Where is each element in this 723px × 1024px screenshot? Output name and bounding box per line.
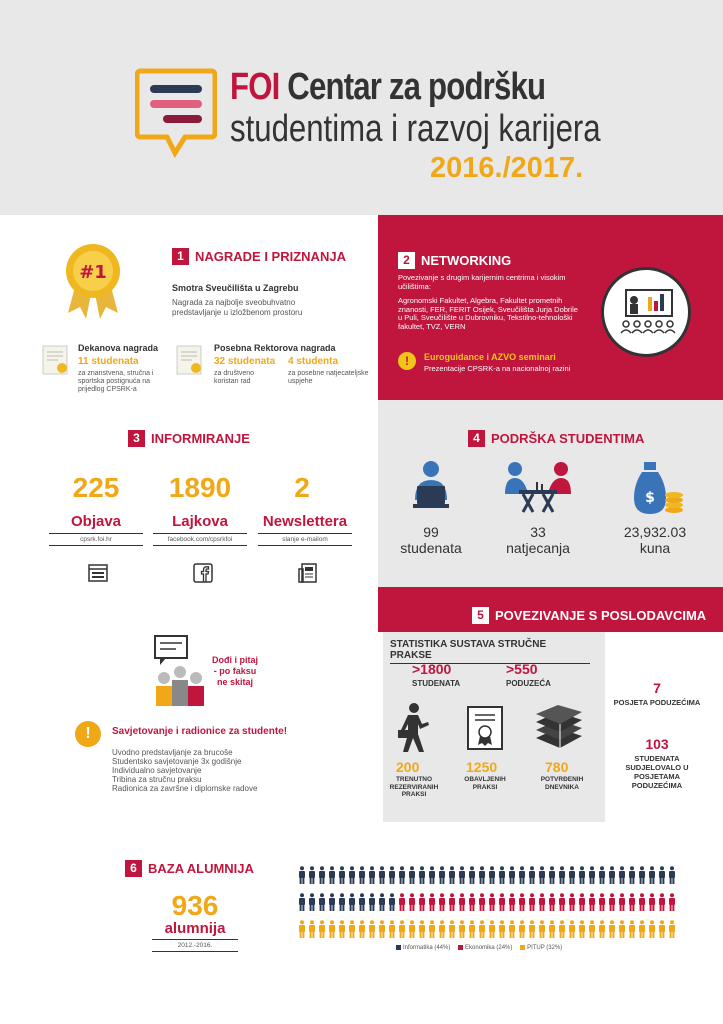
person-icon	[348, 920, 356, 938]
person-icon	[548, 920, 556, 938]
person-icon	[448, 893, 456, 911]
person-icon	[298, 866, 306, 884]
person-icon	[618, 866, 626, 884]
person-icon	[598, 893, 606, 911]
counseling-title: Savjetovanje i radionice za studente!	[112, 726, 288, 737]
person-icon	[298, 920, 306, 938]
stat-companies-value: >550	[506, 661, 538, 677]
person-icon	[518, 920, 526, 938]
person-icon	[348, 866, 356, 884]
alumni-period: 2012.-2016.	[152, 939, 238, 952]
person-icon	[358, 920, 366, 938]
visits-value: 7	[653, 680, 661, 696]
person-icon	[578, 893, 586, 911]
dekan-award-title: Dekanova nagrada	[78, 343, 159, 353]
warning-icon: !	[75, 721, 101, 747]
person-icon	[328, 893, 336, 911]
person-icon	[548, 893, 556, 911]
euroguidance-description: Prezentacije CPSRK-a na nacionalnoj razini	[424, 364, 571, 373]
person-icon	[438, 920, 446, 938]
counseling-slogan: Dođi i pitaj - po faksu ne skitaj	[212, 655, 258, 687]
person-icon	[328, 866, 336, 884]
person-icon	[638, 866, 646, 884]
person-icon	[498, 893, 506, 911]
people-row	[298, 866, 638, 884]
reserved-label: TRENUTNO REZERVIRANIH PRAKSI	[389, 776, 439, 798]
person-icon	[668, 920, 676, 938]
person-icon	[308, 893, 316, 911]
legend-swatch-informatika	[396, 945, 401, 950]
diaries-value: 780	[545, 759, 569, 775]
legend-swatch-pitup	[520, 945, 525, 950]
person-icon	[508, 920, 516, 938]
person-icon	[508, 893, 516, 911]
person-icon	[628, 920, 636, 938]
person-icon	[658, 893, 666, 911]
person-icon	[438, 893, 446, 911]
person-icon	[668, 866, 676, 884]
person-icon	[468, 920, 476, 938]
medal-icon	[62, 243, 124, 319]
person-icon	[668, 893, 676, 911]
lajkova-value: 1890	[168, 472, 232, 503]
section-3-title: 3 INFORMIRANJE	[128, 430, 250, 447]
rektor-award-description-2: za posebne natjecateljske uspjehe	[288, 370, 369, 385]
person-icon	[328, 920, 336, 938]
certificate-icon	[176, 345, 204, 377]
person-icon	[428, 920, 436, 938]
person-icon	[558, 920, 566, 938]
alumni-value: 936	[171, 890, 219, 921]
person-icon	[478, 920, 486, 938]
objava-source: cpsrk.foi.hr	[49, 533, 143, 546]
person-icon	[548, 866, 556, 884]
person-icon	[598, 866, 606, 884]
stat-companies-label: PODUZEĆA	[506, 679, 551, 688]
person-icon	[478, 866, 486, 884]
lajkova-source: facebook.com/cpsrkfoi	[153, 533, 247, 546]
person-icon	[308, 866, 316, 884]
list-item: Studentsko savjetovanje 3x godišnje	[112, 757, 242, 766]
person-icon	[608, 893, 616, 911]
person-icon	[568, 920, 576, 938]
person-icon	[498, 866, 506, 884]
objava-label: Objava	[70, 513, 122, 530]
person-icon	[338, 893, 346, 911]
legend-informatika: Informatika (44%)	[403, 945, 451, 952]
person-icon	[418, 866, 426, 884]
support-money-unit: kuna	[639, 540, 671, 556]
section-5-title: 5 POVEZIVANJE S POSLODAVCIMA	[472, 607, 706, 624]
person-icon	[468, 893, 476, 911]
person-icon	[388, 920, 396, 938]
person-icon	[578, 920, 586, 938]
person-icon	[618, 893, 626, 911]
person-icon	[318, 920, 326, 938]
objava-value: 225	[72, 472, 120, 503]
newsletter-value: 2	[294, 472, 310, 503]
person-icon	[608, 920, 616, 938]
person-icon	[488, 920, 496, 938]
person-icon	[648, 866, 656, 884]
person-icon	[648, 893, 656, 911]
person-icon	[338, 920, 346, 938]
rektor-award-title: Posebna Rektorova nagrada	[214, 343, 336, 353]
person-icon	[588, 866, 596, 884]
person-icon	[428, 866, 436, 884]
person-icon	[598, 920, 606, 938]
person-icon	[658, 866, 666, 884]
person-icon	[368, 893, 376, 911]
smotra-title: Smotra Sveučilišta u Zagrebu	[172, 283, 299, 293]
person-icon	[418, 893, 426, 911]
facebook-icon	[193, 563, 213, 583]
person-icon	[448, 866, 456, 884]
person-icon	[488, 893, 496, 911]
person-icon	[518, 866, 526, 884]
list-item: Uvodno predstavljanje za brucoše	[112, 748, 233, 757]
person-icon	[458, 893, 466, 911]
website-icon	[88, 563, 108, 583]
presentation-icon	[601, 267, 691, 357]
person-icon	[378, 893, 386, 911]
speech-bubble-logo-icon	[135, 67, 217, 159]
internship-stats-title: STATISTIKA SUSTAVA STRUČNE PRAKSE	[390, 639, 590, 664]
diaries-label: POTVRĐENIH DNEVNIKA	[540, 776, 584, 791]
person-icon	[368, 920, 376, 938]
person-icon	[378, 920, 386, 938]
newsletter-icon	[298, 563, 318, 583]
page-title-line1: FOI Centar za podršku	[230, 66, 546, 108]
person-icon	[338, 866, 346, 884]
completed-label: OBAVLJENIH PRAKSI	[464, 776, 506, 791]
legend-swatch-ekonomika	[458, 945, 463, 950]
person-icon	[318, 866, 326, 884]
alumni-people-grid	[298, 866, 638, 947]
person-icon	[358, 866, 366, 884]
person-icon	[408, 866, 416, 884]
list-item: Individualno savjetovanje	[112, 766, 202, 775]
person-icon	[568, 893, 576, 911]
person-icon	[398, 920, 406, 938]
section-2-title: 2 NETWORKING	[398, 252, 511, 269]
participants-label: STUDENATA SUDJELOVALO U POSJETAMA PODUZEĆIMA	[625, 754, 689, 790]
person-icon	[638, 920, 646, 938]
person-icon	[538, 866, 546, 884]
person-icon	[358, 893, 366, 911]
list-item: Tribina za stručnu praksu	[112, 775, 202, 784]
support-students-value: 99	[423, 524, 439, 540]
person-icon	[528, 893, 536, 911]
certificate-icon	[42, 345, 70, 377]
warning-icon: !	[398, 352, 416, 370]
stat-students-label: STUDENATA	[412, 679, 461, 688]
person-icon	[588, 920, 596, 938]
books-stack-icon	[532, 704, 584, 752]
section-4-title: 4 PODRŠKA STUDENTIMA	[468, 430, 644, 447]
newsletter-source: slanje e-mailom	[258, 533, 352, 546]
person-icon	[568, 866, 576, 884]
person-icon	[558, 866, 566, 884]
list-item: Radionica za završne i diplomske radove	[112, 784, 258, 793]
person-icon	[408, 893, 416, 911]
networking-list: Agronomski Fakultet, Algebra, Fakultet prometnih znanosti, FER, FERIT Osijek, Sveučilišta Jurja Dobrile u Puli, Sveučilište u Dubrovniku, Tekstilno-tehnološki fakultet, TVZ, VERN	[398, 296, 578, 331]
alumni-legend	[390, 945, 562, 951]
section-6-title: 6 BAZA ALUMNIJA	[125, 860, 254, 877]
newsletter-label: Newslettera	[262, 513, 348, 530]
person-icon	[628, 866, 636, 884]
people-row	[298, 920, 638, 938]
person-icon	[658, 920, 666, 938]
person-icon	[368, 866, 376, 884]
person-icon	[528, 866, 536, 884]
person-icon	[628, 893, 636, 911]
person-icon	[498, 920, 506, 938]
person-icon	[608, 866, 616, 884]
dollar-symbol: $	[645, 490, 655, 506]
person-icon	[308, 920, 316, 938]
walking-person-icon	[396, 702, 430, 754]
support-money-value: 23,932.03	[623, 524, 687, 540]
reserved-value: 200	[396, 759, 420, 775]
person-icon	[458, 866, 466, 884]
person-icon	[348, 893, 356, 911]
person-icon	[468, 866, 476, 884]
person-icon	[418, 920, 426, 938]
support-competitions-value: 33	[530, 524, 546, 540]
person-icon	[438, 866, 446, 884]
person-icon	[398, 866, 406, 884]
person-icon	[538, 920, 546, 938]
person-icon	[558, 893, 566, 911]
person-icon	[618, 920, 626, 938]
person-icon	[488, 866, 496, 884]
person-icon	[408, 920, 416, 938]
person-icon	[388, 893, 396, 911]
rektor-award-description-1: za društveno koristan rad	[214, 370, 255, 385]
person-icon	[638, 893, 646, 911]
smotra-description: Nagrada za najbolje sveobuhvatno predstavljanje u izložbenom prostoru	[172, 298, 303, 317]
people-row	[298, 893, 638, 911]
person-icon	[578, 866, 586, 884]
medal-text: #1	[79, 262, 107, 283]
stat-students-value: >1800	[412, 661, 452, 677]
rektor-award-value-1: 32 studenata	[214, 356, 276, 367]
competition-table-icon	[503, 460, 573, 514]
person-icon	[648, 920, 656, 938]
dekan-award-value: 11 studenata	[78, 356, 139, 367]
person-icon	[458, 920, 466, 938]
person-icon	[478, 893, 486, 911]
person-icon	[528, 920, 536, 938]
person-icon	[378, 866, 386, 884]
rektor-award-value-2: 4 studenta	[288, 356, 339, 367]
person-icon	[318, 893, 326, 911]
networking-intro: Povezivanje s drugim karijernim centrima i visokim učilištima:	[398, 273, 566, 291]
person-icon	[398, 893, 406, 911]
legend-ekonomika: Ekonomika (24%)	[465, 945, 513, 952]
visits-label: POSJETA PODUZEĆIMA	[613, 698, 701, 707]
lajkova-label: Lajkova	[172, 513, 228, 530]
person-icon	[518, 893, 526, 911]
page-year: 2016./2017.	[430, 152, 584, 184]
student-laptop-icon	[409, 460, 453, 514]
euroguidance-title: Euroguidance i AZVO seminari	[424, 352, 556, 362]
person-icon	[588, 893, 596, 911]
support-competitions-unit: natjecanja	[506, 540, 570, 556]
person-icon	[298, 893, 306, 911]
section-1-title: 1 NAGRADE I PRIZNANJA	[172, 248, 346, 265]
dekan-award-description: za znanstvena, stručna i sportska postignuća na prijedlog CPSRK-a	[78, 370, 154, 393]
participants-value: 103	[645, 736, 669, 752]
person-icon	[388, 866, 396, 884]
person-icon	[428, 893, 436, 911]
money-bag-icon	[632, 460, 684, 516]
legend-pitup: PITUP (32%)	[527, 945, 563, 952]
person-icon	[538, 893, 546, 911]
completed-value: 1250	[466, 759, 498, 775]
support-students-unit: studenata	[400, 540, 462, 556]
page-title-line2: studentima i razvoj karijera	[230, 108, 601, 150]
person-icon	[448, 920, 456, 938]
person-icon	[508, 866, 516, 884]
counseling-list	[112, 748, 257, 793]
certificate-frame-icon	[466, 705, 504, 751]
alumni-label: alumnija	[164, 920, 226, 937]
